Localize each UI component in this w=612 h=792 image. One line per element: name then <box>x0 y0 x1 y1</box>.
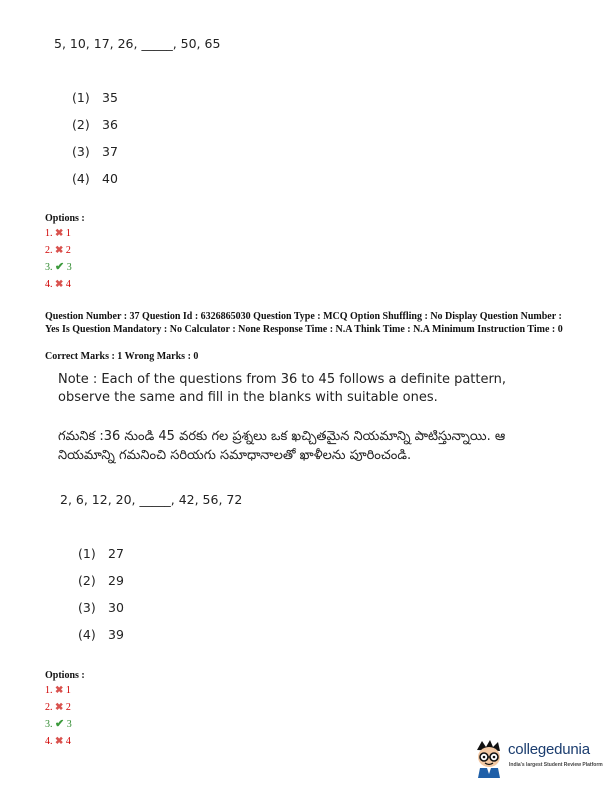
q1-option-1: 1. ✖ 1 <box>45 228 71 239</box>
check-icon: ✔ <box>55 718 65 730</box>
q1-choice-2: (2) 36 <box>72 117 118 132</box>
cross-icon: ✖ <box>55 228 64 239</box>
collegedunia-logo <box>472 738 602 778</box>
q2-choice-3: (3) 30 <box>78 600 124 615</box>
q1-options-list <box>45 226 72 293</box>
cross-icon: ✖ <box>55 685 64 696</box>
cross-icon: ✖ <box>55 244 64 256</box>
q2-choice-2: (2) 29 <box>78 573 124 588</box>
cross-icon: ✖ <box>55 278 64 290</box>
q2-choices <box>78 540 124 648</box>
logo-wordmark: collegedunia <box>508 741 590 758</box>
cross-icon: ✖ <box>55 701 64 713</box>
logo-tagline: India's largest Student Review Platform <box>509 762 603 768</box>
q2-note-telugu: గమనిక :36 నుండి 45 వరకు గల ప్రశ్నలు ఒక ఖచ్చితమైన నియమాన్ని పాటిస్తున్నాయి. ఆ నియమాన్ని గమనించి సరియగు సమాధానాలతో ఖాళీలను పూరించండి. <box>58 429 506 463</box>
q2-sequence: 2, 6, 12, 20, _____, 42, 56, 72 <box>60 492 243 507</box>
q1-choices <box>72 84 118 192</box>
q2-options-list <box>45 683 72 750</box>
q1-choice-1: (1) 35 <box>72 90 118 105</box>
q2-marks: Correct Marks : 1 Wrong Marks : 0 <box>45 351 199 362</box>
q2-choice-1: (1) 27 <box>78 546 124 561</box>
q2-option-1: 1. ✖ 1 <box>45 685 71 696</box>
q2-options-heading: Options : <box>45 670 85 681</box>
q1-choice-3: (3) 37 <box>72 144 118 159</box>
cross-icon: ✖ <box>55 735 64 747</box>
q1-option-4: 4. ✖ 4 <box>45 278 71 290</box>
q1-choice-4: (4) 40 <box>72 171 118 186</box>
q2-option-4: 4. ✖ 4 <box>45 735 71 747</box>
q1-option-2: 2. ✖ 2 <box>45 244 71 256</box>
q2-note-english: Note : Each of the questions from 36 to 45 follows a definite pattern, observe the same and fill in the blanks with suitable ones. <box>58 372 506 405</box>
mascot-icon <box>472 738 506 778</box>
check-icon: ✔ <box>55 261 65 273</box>
q1-sequence: 5, 10, 17, 26, _____, 50, 65 <box>54 36 221 51</box>
q1-options-heading: Options : <box>45 213 85 224</box>
q2-option-3: 3. ✔ 3 <box>45 718 72 730</box>
q2-choice-4: (4) 39 <box>78 627 124 642</box>
q2-option-2: 2. ✖ 2 <box>45 701 71 713</box>
q2-meta: Question Number : 37 Question Id : 6326865030 Question Type : MCQ Option Shuffling : No Display Question Number : Yes Is Question Mandatory : No Calculator : None Response Time : N.A Think Time : N.A Minimum Instruction Time : 0 <box>45 311 563 335</box>
q1-option-3: 3. ✔ 3 <box>45 261 72 273</box>
